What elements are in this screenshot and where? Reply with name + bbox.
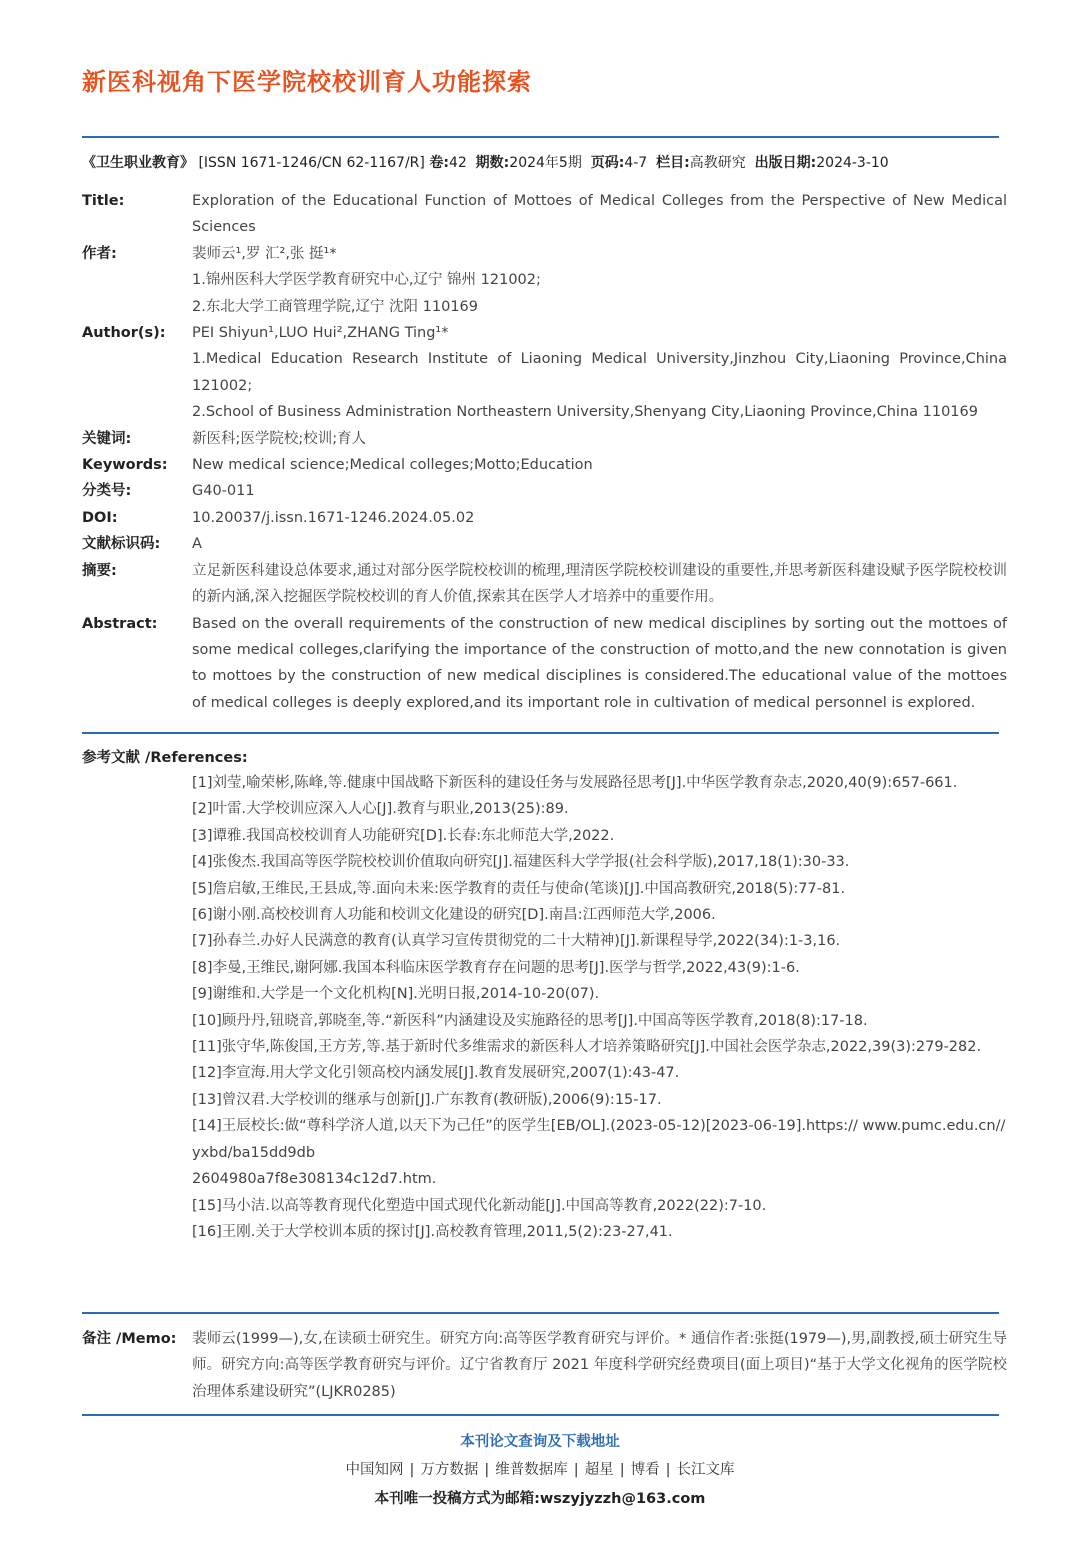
article-fields bbox=[82, 188, 1007, 716]
field-keywords-en bbox=[82, 452, 1007, 478]
authors-cn-label: 作者: bbox=[82, 245, 117, 262]
pages-label: 页码: bbox=[590, 155, 625, 171]
doi-label: DOI: bbox=[82, 509, 118, 526]
reference-item: [2]叶雷.大学校训应深入人心[J].教育与职业,2013(25):89. bbox=[192, 801, 569, 818]
affiliation-cn-2: 2.东北大学工商管理学院,辽宁 沈阳 110169 bbox=[192, 298, 479, 315]
field-doc-code bbox=[82, 531, 1007, 557]
affiliation-cn-1: 1.锦州医科大学医学教育研究中心,辽宁 锦州 121002; bbox=[192, 272, 541, 289]
keywords-en-label: Keywords: bbox=[82, 457, 168, 474]
keywords-cn: 新医科;医学院校;校训;育人 bbox=[192, 430, 367, 447]
class-number: G40-011 bbox=[192, 483, 255, 500]
reference-item: [7]孙春兰.办好人民满意的教育(认真学习宣传贯彻党的二十大精神)[J].新课程导学,2022(34):1-3,16. bbox=[192, 933, 841, 950]
class-label: 分类号: bbox=[82, 483, 132, 500]
journal-name: 《卫生职业教育》 bbox=[82, 155, 194, 171]
abstract-cn: 立足新医科建设总体要求,通过对部分医学院校校训的梳理,理清医学院校校训建设的重要性,并思考新医科建设赋予医学院校校训的新内涵,深入挖掘医学院校校训的育人价值,探索其在医学人才培养中的重要作用。 bbox=[192, 562, 1007, 606]
reference-item: [5]詹启敏,王维民,王县成,等.面向未来:医学教育的责任与使命(笔谈)[J].中国高教研究,2018(5):77-81. bbox=[192, 880, 846, 897]
doi: 10.20037/j.issn.1671-1246.2024.05.02 bbox=[192, 509, 475, 526]
issue: 2024年5期 bbox=[509, 155, 582, 171]
footer-title: 本刊论文查询及下载地址 bbox=[460, 1434, 620, 1450]
doc-code: A bbox=[192, 536, 202, 553]
references-list bbox=[192, 770, 1007, 1245]
link-vip[interactable]: 维普数据库 bbox=[495, 1462, 568, 1478]
divider bbox=[82, 1414, 999, 1416]
authors-en-label: Author(s): bbox=[82, 325, 166, 342]
reference-item: [10]顾丹丹,钮晓音,郭晓奎,等.“新医科”内涵建设及实施路径的思考[J].中国高等医学教育,2018(8):17-18. bbox=[192, 1012, 868, 1029]
pages: 4-7 bbox=[624, 155, 648, 171]
field-class bbox=[82, 478, 1007, 504]
reference-item: [9]谢维和.大学是一个文化机构[N].光明日报,2014-10-20(07). bbox=[192, 986, 600, 1003]
volume: 42 bbox=[448, 155, 467, 171]
abstract-en-label: Abstract: bbox=[82, 615, 158, 632]
reference-item: [8]李曼,王维民,谢阿娜.我国本科临床医学教育存在问题的思考[J].医学与哲学,2022,43(9):1-6. bbox=[192, 959, 800, 976]
title-en: Exploration of the Educational Function of Mottoes of Medical Colleges from the Perspective of New Medical Sciences bbox=[192, 193, 1007, 236]
reference-item: [12]李宣海.用大学文化引领高校内涵发展[J].教育发展研究,2007(1):43-47. bbox=[192, 1065, 680, 1082]
reference-item: 2604980a7f8e308134c12d7.htm. bbox=[192, 1171, 437, 1188]
divider bbox=[82, 732, 999, 734]
volume-label: 卷: bbox=[429, 155, 449, 171]
reference-item: [15]马小洁.以高等教育现代化塑造中国式现代化新动能[J].中国高等教育,2022(22):7-10. bbox=[192, 1197, 767, 1214]
field-authors-en bbox=[82, 320, 1007, 426]
affiliation-en-1: 1.Medical Education Research Institute of Liaoning Medical University,Jinzhou City,Liaoning Province,China 121002; bbox=[192, 351, 1007, 394]
reference-item: [14]王辰校长:做“尊科学济人道,以天下为己任”的医学生[EB/OL].(2023-05-12)[2023-06-19].https:// www.pumc.edu.cn// yxbd/ba15dd9db bbox=[192, 1118, 1006, 1161]
footer-database-links bbox=[0, 1458, 1080, 1479]
separator: | bbox=[665, 1462, 671, 1478]
citation-line bbox=[82, 152, 1012, 172]
field-doi bbox=[82, 505, 1007, 531]
pub-date: 2024-3-10 bbox=[816, 155, 889, 171]
field-keywords-cn bbox=[82, 426, 1007, 452]
column-label: 栏目: bbox=[656, 155, 690, 171]
column: 高教研究 bbox=[689, 155, 746, 171]
title-label: Title: bbox=[82, 193, 125, 209]
issue-label: 期数: bbox=[475, 155, 510, 171]
memo-label: 备注 /Memo: bbox=[82, 1331, 177, 1347]
reference-item: [11]张守华,陈俊国,王方芳,等.基于新时代多维需求的新医科人才培养策略研究[J].中国社会医学杂志,2022,39(3):279-282. bbox=[192, 1039, 982, 1056]
link-bookan[interactable]: 博看 bbox=[630, 1462, 660, 1478]
reference-item: [16]王刚.关于大学校训本质的探讨[J].高校教育管理,2011,5(2):23-27,41. bbox=[192, 1223, 673, 1240]
issn: [ISSN 1671-1246/CN 62-1167/R] bbox=[198, 155, 425, 171]
divider bbox=[82, 1312, 999, 1314]
references-heading: 参考文献 /References: bbox=[82, 750, 248, 766]
memo-text: 裴师云(1999—),女,在读硕士研究生。研究方向:高等医学教育研究与评价。* 通信作者:张挺(1979—),男,副教授,硕士研究生导师。研究方向:高等医学教育研究与评价。辽宁省教育厅 2021 年度科学研究经费项目(面上项目)“基于大学文化视角的医学院校治理体系建设研究”(LJKR0285) bbox=[192, 1331, 1007, 1400]
divider bbox=[82, 136, 999, 138]
memo bbox=[82, 1326, 1007, 1405]
separator: | bbox=[484, 1462, 490, 1478]
keywords-cn-label: 关键词: bbox=[82, 430, 132, 447]
abstract-cn-label: 摘要: bbox=[82, 562, 117, 579]
separator: | bbox=[619, 1462, 625, 1478]
separator: | bbox=[409, 1462, 415, 1478]
field-title bbox=[82, 188, 1007, 241]
authors-cn: 裴师云¹,罗 汇²,张 挺¹* bbox=[192, 245, 337, 262]
link-changjiang[interactable]: 长江文库 bbox=[676, 1462, 735, 1478]
date-label: 出版日期: bbox=[754, 155, 817, 171]
link-wanfang[interactable]: 万方数据 bbox=[420, 1462, 479, 1478]
affiliation-en-2: 2.School of Business Administration Northeastern University,Shenyang City,Liaoning Province,China 110169 bbox=[192, 404, 978, 421]
field-authors-cn bbox=[82, 241, 1007, 320]
abstract-en: Based on the overall requirements of the construction of new medical disciplines by sorting out the mottoes of some medical colleges,clarifying the importance of the construction of motto,and the new connotation is given to mottoes by the construction of new medical disciplines is considered.The educational value of the mottoes of medical colleges is deeply explored,and its important role in cultivation of medical personnel is explored. bbox=[192, 615, 1007, 711]
authors-en: PEI Shiyun¹,LUO Hui²,ZHANG Ting¹* bbox=[192, 325, 449, 342]
reference-item: [4]张俊杰.我国高等医学院校校训价值取向研究[J].福建医科大学学报(社会科学版),2017,18(1):30-33. bbox=[192, 854, 850, 871]
link-cnki[interactable]: 中国知网 bbox=[345, 1462, 404, 1478]
reference-item: [1]刘莹,喻荣彬,陈峰,等.健康中国战略下新医科的建设任务与发展路径思考[J].中华医学教育杂志,2020,40(9):657-661. bbox=[192, 775, 958, 791]
separator: | bbox=[573, 1462, 579, 1478]
reference-item: [3]谭雅.我国高校校训育人功能研究[D].长春:东北师范大学,2022. bbox=[192, 827, 615, 844]
field-abstract-cn bbox=[82, 558, 1007, 611]
doc-code-label: 文献标识码: bbox=[82, 536, 161, 553]
link-chaoxing[interactable]: 超星 bbox=[584, 1462, 614, 1478]
article-title: 新医科视角下医学院校校训育人功能探索 bbox=[82, 68, 532, 96]
field-abstract-en bbox=[82, 611, 1007, 717]
reference-item: [13]曾汉君.大学校训的继承与创新[J].广东教育(教研版),2006(9):15-17. bbox=[192, 1091, 662, 1108]
keywords-en: New medical science;Medical colleges;Motto;Education bbox=[192, 457, 593, 474]
submission-email: 本刊唯一投稿方式为邮箱:wszyjyzzh@163.com bbox=[374, 1491, 706, 1507]
reference-item: [6]谢小刚.高校校训育人功能和校训文化建设的研究[D].南昌:江西师范大学,2006. bbox=[192, 907, 716, 924]
